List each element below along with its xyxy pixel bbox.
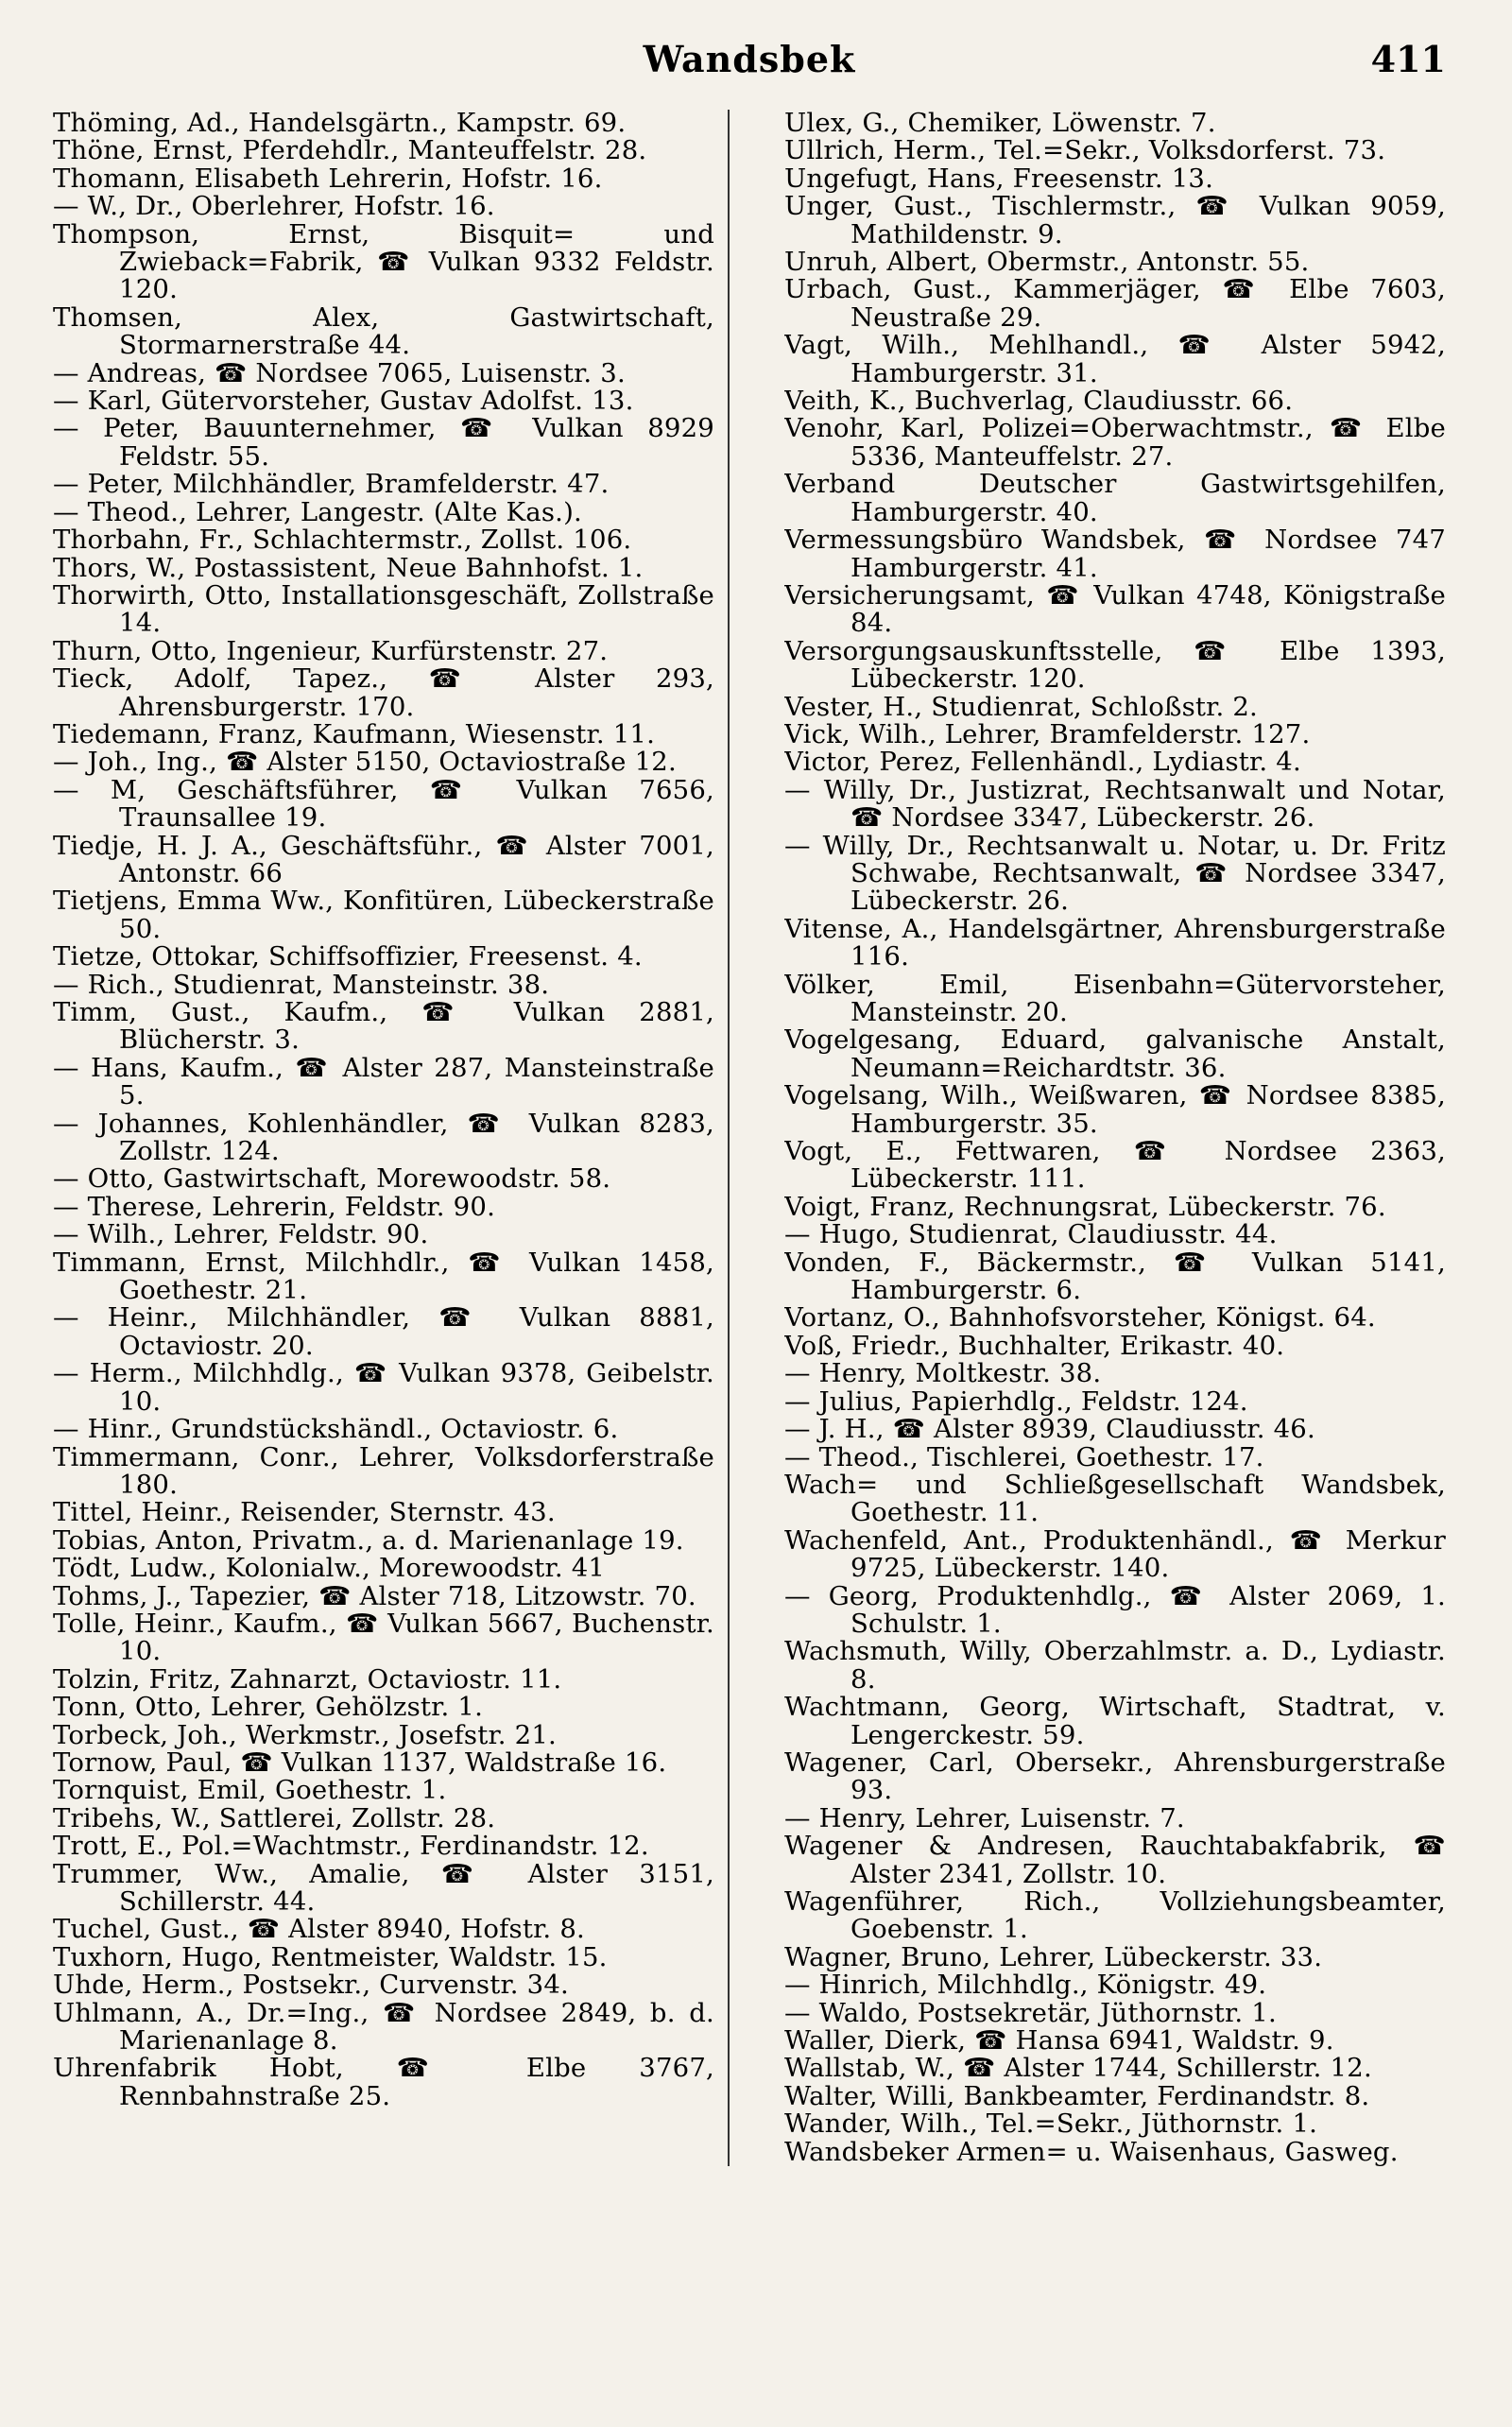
directory-entry: Wandsbeker Armen= u. Waisenhaus, Gasweg. xyxy=(784,2138,1399,2167)
directory-entry: Thors, W., Postassistent, Neue Bahnhofst. 1. xyxy=(53,554,644,582)
directory-entry: — Peter, Milchhändler, Bramfelderstr. 47. xyxy=(53,471,610,499)
directory-entry: — Therese, Lehrerin, Feldstr. 90. xyxy=(53,1193,496,1222)
directory-entry: — Theod., Tischlerei, Goethestr. 17. xyxy=(784,1443,1264,1472)
directory-entry: — Heinr., Milchhändler, ☎ Vulkan 8881, Octaviostr. 20. xyxy=(53,1304,714,1361)
directory-entry: — Hans, Kaufm., ☎ Alster 287, Mansteinstraße 5. xyxy=(53,1054,714,1110)
directory-entry: — W., Dr., Oberlehrer, Hofstr. 16. xyxy=(53,193,495,221)
directory-entry: Tolzin, Fritz, Zahnarzt, Octaviostr. 11. xyxy=(53,1665,562,1695)
directory-entry: Vonden, F., Bäckermstr., ☎ Vulkan 5141, Hamburgerstr. 6. xyxy=(784,1248,1446,1305)
page-title: Wandsbek xyxy=(643,38,856,80)
directory-entry: Victor, Perez, Fellenhändl., Lydiastr. 4. xyxy=(784,749,1301,777)
right-column xyxy=(771,110,1446,2166)
page-header xyxy=(53,38,1446,96)
directory-entry: Tribehs, W., Sattlerei, Zollstr. 28. xyxy=(53,1804,496,1833)
directory-entry: — Hinrich, Milchhdlg., Königstr. 49. xyxy=(784,1971,1267,2000)
directory-entry: Tieck, Adolf, Tapez., ☎ Alster 293, Ahrensburgerstr. 170. xyxy=(53,665,714,721)
directory-entry: Tuchel, Gust., ☎ Alster 8940, Hofstr. 8. xyxy=(53,1916,585,1944)
directory-entry: Vitense, A., Handelsgärtner, Ahrensburgerstraße 116. xyxy=(784,915,1446,972)
directory-entry: Vagt, Wilh., Mehlhandl., ☎ Alster 5942, Hamburgerstr. 31. xyxy=(784,332,1446,388)
directory-entry: Ungefugt, Hans, Freesenstr. 13. xyxy=(784,164,1214,194)
directory-entry: Tornquist, Emil, Goethestr. 1. xyxy=(53,1777,447,1805)
directory-entry: Timmann, Ernst, Milchhdlr., ☎ Vulkan 1458, Goethestr. 21. xyxy=(53,1248,714,1305)
directory-entry: Uhrenfabrik Hobt, ☎ Elbe 3767, Rennbahnstraße 25. xyxy=(53,2055,714,2111)
directory-entry: Uhlmann, A., Dr.=Ing., ☎ Nordsee 2849, b. d. Marienanlage 8. xyxy=(53,1999,714,2056)
directory-entry: Wander, Wilh., Tel.=Sekr., Jüthornstr. 1. xyxy=(784,2110,1318,2139)
directory-entry: Völker, Emil, Eisenbahn=Gütervorsteher, Mansteinstr. 20. xyxy=(784,971,1446,1027)
directory-entry: Tonn, Otto, Lehrer, Gehölzstr. 1. xyxy=(53,1694,484,1722)
directory-entry: Versicherungsamt, ☎ Vulkan 4748, Königstraße 84. xyxy=(784,581,1446,638)
directory-entry: — Hinr., Grundstückshändl., Octaviostr. 6. xyxy=(53,1416,619,1444)
directory-entry: Wachtmann, Georg, Wirtschaft, Stadtrat, v. Lengerckestr. 59. xyxy=(784,1694,1446,1749)
directory-entry: Voß, Friedr., Buchhalter, Erikastr. 40. xyxy=(784,1332,1285,1361)
directory-entry: Voigt, Franz, Rechnungsrat, Lübeckerstr. 76. xyxy=(784,1193,1386,1222)
directory-entry: Vogelsang, Wilh., Weißwaren, ☎ Nordsee 8385, Hamburgerstr. 35. xyxy=(784,1082,1446,1139)
directory-entry: Tietjens, Emma Ww., Konfitüren, Lübeckerstraße 50. xyxy=(53,887,714,944)
directory-entry: Tiedje, H. J. A., Geschäftsführ., ☎ Alster 7001, Antonstr. 66 xyxy=(53,832,714,888)
directory-entry: Wagner, Bruno, Lehrer, Lübeckerstr. 33. xyxy=(784,1943,1323,1972)
directory-entry: — Hugo, Studienrat, Claudiusstr. 44. xyxy=(784,1221,1278,1249)
directory-entry: Tittel, Heinr., Reisender, Sternstr. 43. xyxy=(53,1499,556,1527)
directory-entry: Thorbahn, Fr., Schlachtermstr., Zollst. 106. xyxy=(53,526,632,555)
directory-entry: Tuxhorn, Hugo, Rentmeister, Waldstr. 15. xyxy=(53,1943,608,1972)
directory-entry: Waller, Dierk, ☎ Hansa 6941, Waldstr. 9. xyxy=(784,2027,1334,2056)
directory-entry: — M, Geschäftsführer, ☎ Vulkan 7656, Traunsallee 19. xyxy=(53,776,714,833)
directory-entry: Vermessungsbüro Wandsbek, ☎ Nordsee 747 Hamburgerstr. 41. xyxy=(784,526,1446,582)
directory-entry: — Theod., Lehrer, Langestr. (Alte Kas.). xyxy=(53,498,582,527)
directory-entry: Tiedemann, Franz, Kaufmann, Wiesenstr. 11. xyxy=(53,720,656,749)
directory-entry: Tödt, Ludw., Kolonialw., Morewoodstr. 41 xyxy=(53,1555,606,1583)
directory-entry: Thomsen, Alex, Gastwirtschaft, Stormarnerstraße 44. xyxy=(53,303,714,360)
directory-entry: Tobias, Anton, Privatm., a. d. Marienanlage 19. xyxy=(53,1526,684,1556)
directory-entry: Thorwirth, Otto, Installationsgeschäft, Zollstraße 14. xyxy=(53,581,714,638)
directory-entry: — Johannes, Kohlenhändler, ☎ Vulkan 8283, Zollstr. 124. xyxy=(53,1110,714,1166)
directory-entry: Timmermann, Conr., Lehrer, Volksdorferstraße 180. xyxy=(53,1443,714,1500)
directory-entry: Unger, Gust., Tischlermstr., ☎ Vulkan 9059, Mathildenstr. 9. xyxy=(784,193,1446,250)
directory-entry: — Willy, Dr., Rechtsanwalt u. Notar, u. Dr. Fritz Schwabe, Rechtsanwalt, ☎ Nordsee 3347, Lübeckerstr. 26. xyxy=(784,832,1446,916)
directory-entry: Trott, E., Pol.=Wachtmstr., Ferdinandstr. 12. xyxy=(53,1833,649,1861)
page-number: 411 xyxy=(1370,38,1446,80)
directory-entry: — Henry, Moltkestr. 38. xyxy=(784,1360,1102,1388)
directory-entry: Wachsmuth, Willy, Oberzahlmstr. a. D., Lydiastr. 8. xyxy=(784,1638,1446,1695)
directory-entry: Vester, H., Studienrat, Schloßstr. 2. xyxy=(784,693,1259,721)
directory-columns xyxy=(53,110,1446,2166)
directory-entry: Tolle, Heinr., Kaufm., ☎ Vulkan 5667, Buchenstr. 10. xyxy=(53,1609,714,1666)
directory-entry: — Andreas, ☎ Nordsee 7065, Luisenstr. 3. xyxy=(53,359,626,388)
directory-entry: Vick, Wilh., Lehrer, Bramfelderstr. 127. xyxy=(784,720,1311,749)
directory-entry: Timm, Gust., Kaufm., ☎ Vulkan 2881, Blücherstr. 3. xyxy=(53,999,714,1055)
left-column xyxy=(53,110,730,2166)
directory-entry: — Otto, Gastwirtschaft, Morewoodstr. 58. xyxy=(53,1165,611,1194)
directory-entry: Torbeck, Joh., Werkmstr., Josefstr. 21. xyxy=(53,1721,557,1749)
directory-entry: Veith, K., Buchverlag, Claudiusstr. 66. xyxy=(784,387,1294,416)
directory-entry: Wagener & Andresen, Rauchtabakfabrik, ☎ Alster 2341, Zollstr. 10. xyxy=(784,1833,1446,1888)
directory-entry: Unruh, Albert, Obermstr., Antonstr. 55. xyxy=(784,249,1310,277)
directory-entry: Walter, Willi, Bankbeamter, Ferdinandstr. 8. xyxy=(784,2082,1370,2111)
directory-entry: Thomann, Elisabeth Lehrerin, Hofstr. 16. xyxy=(53,164,603,194)
directory-entry: Thöming, Ad., Handelsgärtn., Kampstr. 69. xyxy=(53,110,627,138)
directory-entry: — Herm., Milchhdlg., ☎ Vulkan 9378, Geibelstr. 10. xyxy=(53,1360,714,1417)
directory-entry: Wagenführer, Rich., Vollziehungsbeamter, Goebenstr. 1. xyxy=(784,1888,1446,1944)
directory-entry: Thöne, Ernst, Pferdehdlr., Manteuffelstr. 28. xyxy=(53,137,647,165)
directory-entry: Thurn, Otto, Ingenieur, Kurfürstenstr. 27. xyxy=(53,637,609,666)
directory-entry: Vogt, E., Fettwaren, ☎ Nordsee 2363, Lübeckerstr. 111. xyxy=(784,1138,1446,1194)
directory-entry: — Peter, Bauunternehmer, ☎ Vulkan 8929 Feldstr. 55. xyxy=(53,415,714,472)
directory-entry: — Julius, Papierhdlg., Feldstr. 124. xyxy=(784,1387,1248,1417)
directory-entry: Tohms, J., Tapezier, ☎ Alster 718, Litzowstr. 70. xyxy=(53,1582,696,1610)
directory-entry: Venohr, Karl, Polizei=Oberwachtmstr., ☎ Elbe 5336, Manteuffelstr. 27. xyxy=(784,415,1446,472)
directory-entry: — Waldo, Postsekretär, Jüthornstr. 1. xyxy=(784,1999,1277,2028)
directory-entry: — Willy, Dr., Justizrat, Rechtsanwalt und Notar, ☎ Nordsee 3347, Lübeckerstr. 26. xyxy=(784,776,1446,833)
directory-entry: Tietze, Ottokar, Schiffsoffizier, Freesenst. 4. xyxy=(53,943,643,972)
directory-entry: Ulex, G., Chemiker, Löwenstr. 7. xyxy=(784,110,1216,138)
directory-entry: Wachenfeld, Ant., Produktenhändl., ☎ Merkur 9725, Lübeckerstr. 140. xyxy=(784,1526,1446,1583)
directory-entry: Wach= und Schließgesellschaft Wandsbek, Goethestr. 11. xyxy=(784,1471,1446,1527)
directory-entry: — Henry, Lehrer, Luisenstr. 7. xyxy=(784,1804,1185,1833)
directory-entry: — Georg, Produktenhdlg., ☎ Alster 2069, 1. Schulstr. 1. xyxy=(784,1582,1446,1639)
directory-entry: Wagener, Carl, Obersekr., Ahrensburgerstraße 93. xyxy=(784,1748,1446,1805)
directory-entry: Versorgungsauskunftsstelle, ☎ Elbe 1393, Lübeckerstr. 120. xyxy=(784,637,1446,694)
directory-entry: Verband Deutscher Gastwirtsgehilfen, Hamburgerstr. 40. xyxy=(784,471,1446,527)
directory-entry: Trummer, Ww., Amalie, ☎ Alster 3151, Schillerstr. 44. xyxy=(53,1860,714,1917)
directory-entry: — Karl, Gütervorsteher, Gustav Adolfst. 13. xyxy=(53,387,634,416)
directory-entry: — Joh., Ing., ☎ Alster 5150, Octaviostraße 12. xyxy=(53,749,677,777)
directory-entry: Thompson, Ernst, Bisquit= und Zwieback=Fabrik, ☎ Vulkan 9332 Feldstr. 120. xyxy=(53,220,714,304)
directory-entry: — Rich., Studienrat, Mansteinstr. 38. xyxy=(53,971,550,999)
directory-entry: Ullrich, Herm., Tel.=Sekr., Volksdorferst. 73. xyxy=(784,137,1386,165)
directory-entry: Vogelgesang, Eduard, galvanische Anstalt, Neumann=Reichardtstr. 36. xyxy=(784,1026,1446,1083)
directory-entry: — J. H., ☎ Alster 8939, Claudiusstr. 46. xyxy=(784,1416,1315,1444)
directory-entry: Wallstab, W., ☎ Alster 1744, Schillerstr. 12. xyxy=(784,2055,1372,2083)
directory-entry: Urbach, Gust., Kammerjäger, ☎ Elbe 7603, Neustraße 29. xyxy=(784,276,1446,333)
directory-entry: Uhde, Herm., Postsekr., Curvenstr. 34. xyxy=(53,1971,569,2000)
directory-entry: Vortanz, O., Bahnhofsvorsteher, Königst. 64. xyxy=(784,1304,1376,1333)
directory-entry: Tornow, Paul, ☎ Vulkan 1137, Waldstraße 16. xyxy=(53,1748,667,1778)
directory-entry: — Wilh., Lehrer, Feldstr. 90. xyxy=(53,1221,429,1249)
